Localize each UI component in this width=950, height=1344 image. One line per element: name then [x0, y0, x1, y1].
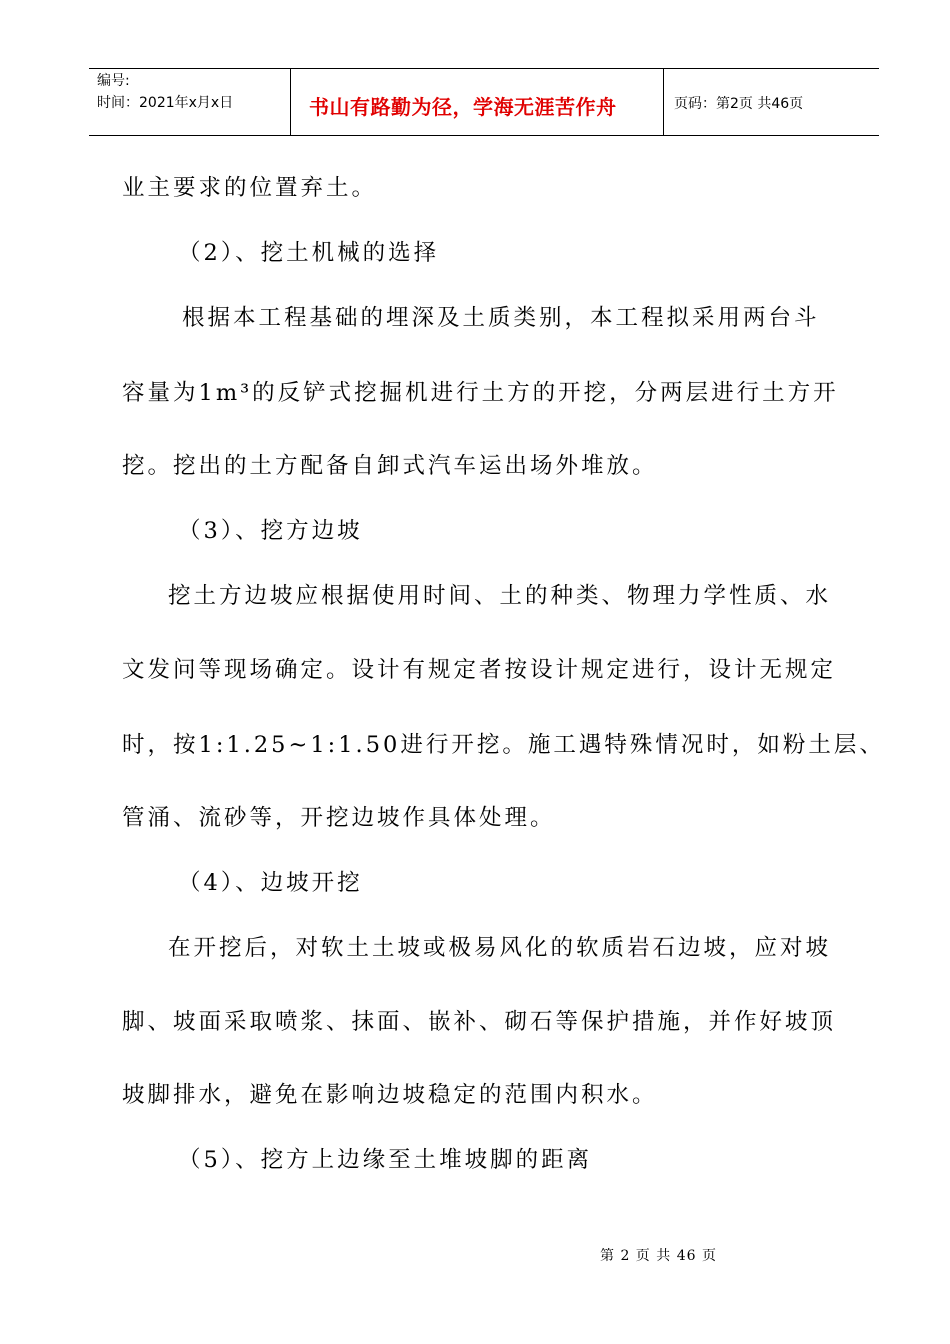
section-heading-4: （4）、边坡开挖 — [178, 870, 363, 896]
section-heading-2: （2）、挖土机械的选择 — [178, 240, 440, 266]
body-line: 挖。挖出的土方配备自卸式汽车运出场外堆放。 — [122, 453, 658, 479]
body-line: 根据本工程基础的埋深及土质类别，本工程拟采用两台斗 — [182, 305, 820, 331]
page-header — [89, 68, 879, 136]
body-line: 管涌、流砂等，开挖边坡作具体处理。 — [122, 805, 556, 831]
section-heading-5: （5）、挖方上边缘至土堆坡脚的距离 — [178, 1147, 593, 1173]
body-line: 时，按1:1.25~1:1.50进行开挖。施工遇特殊情况时，如粉土层、 — [122, 732, 885, 758]
header-motto: 书山有路勤为径，学海无涯苦作舟 — [309, 95, 617, 119]
body-line: 业主要求的位置弃土。 — [122, 175, 378, 201]
document-number-label: 编号: — [97, 73, 130, 89]
body-line: 脚、坡面采取喷浆、抹面、嵌补、砌石等保护措施，并作好坡顶 — [122, 1009, 837, 1035]
body-line: 容量为1m³的反铲式挖掘机进行土方的开挖，分两层进行土方开 — [122, 380, 839, 406]
body-line: 挖土方边坡应根据使用时间、土的种类、物理力学性质、水 — [168, 583, 832, 609]
header-page-cell — [664, 69, 879, 135]
document-date: 时间：2021年x月x日 — [97, 95, 234, 111]
body-line: 在开挖后，对软土土坡或极易风化的软质岩石边坡，应对坡 — [168, 935, 832, 961]
header-meta-cell — [89, 69, 291, 135]
page-footer: 第 2 页 共 46 页 — [600, 1248, 717, 1264]
body-line: 坡脚排水，避免在影响边坡稳定的范围内积水。 — [122, 1082, 658, 1108]
body-line: 文发问等现场确定。设计有规定者按设计规定进行，设计无规定 — [122, 657, 837, 683]
header-page-info: 页码：第2页 共46页 — [674, 96, 804, 112]
section-heading-3: （3）、挖方边坡 — [178, 518, 363, 544]
header-motto-cell — [291, 69, 664, 135]
